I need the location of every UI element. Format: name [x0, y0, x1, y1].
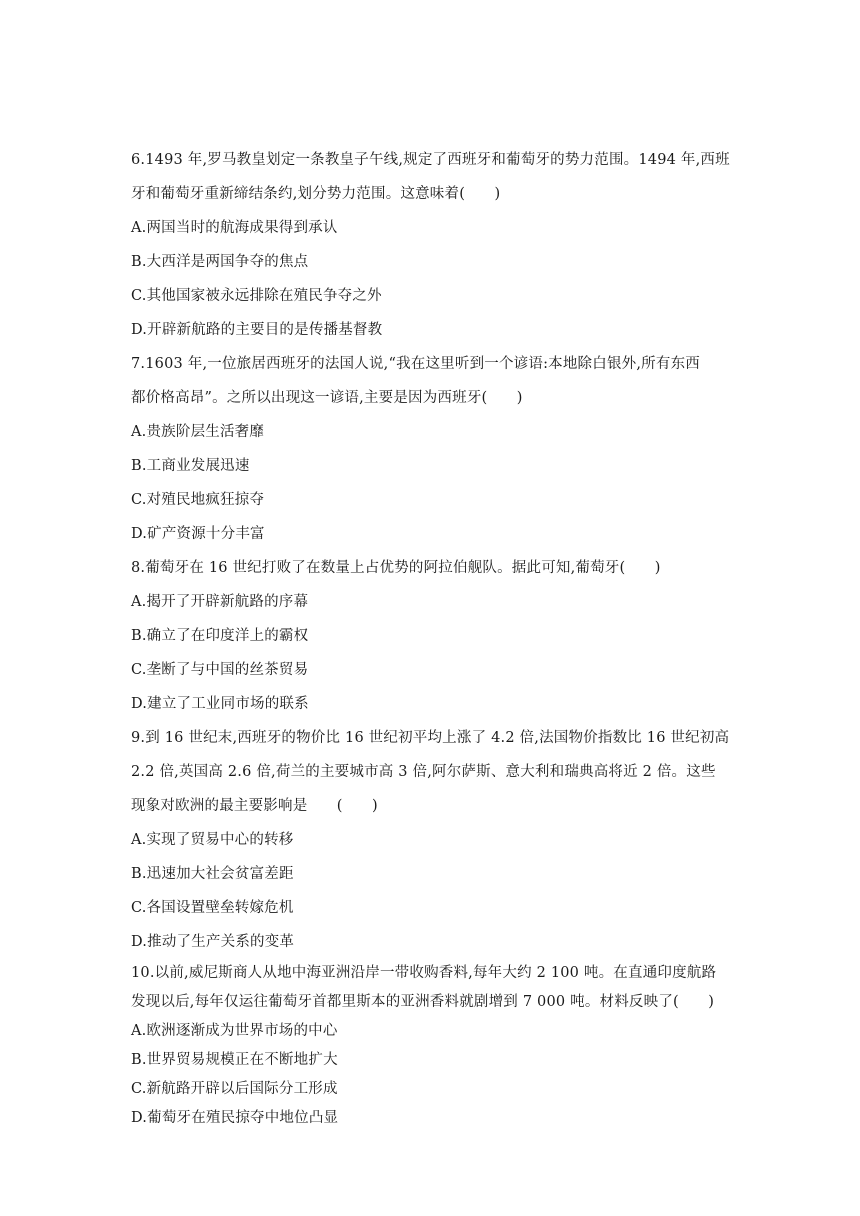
question-9 — [131, 721, 731, 959]
question-10-option-d: D.葡萄牙在殖民掠夺中地位凸显 — [131, 1110, 339, 1126]
question-8 — [131, 551, 731, 721]
question-9-option-b: B.迅速加大社会贫富差距 — [131, 866, 294, 882]
question-6-stem-line-1: 6.1493 年,罗马教皇划定一条教皇子午线,规定了西班牙和葡萄牙的势力范围。1494 年,西班 — [131, 152, 730, 168]
question-10 — [131, 959, 731, 1133]
question-6-option-d: D.开辟新航路的主要目的是传播基督教 — [131, 322, 383, 338]
question-7-option-d: D.矿产资源十分丰富 — [131, 526, 265, 542]
question-8-option-c: C.垄断了与中国的丝茶贸易 — [131, 662, 309, 678]
question-6-stem-line-2: 牙和葡萄牙重新缔结条约,划分势力范围。这意味着( ) — [131, 186, 501, 202]
question-6-option-a: A.两国当时的航海成果得到承认 — [131, 220, 338, 236]
question-9-stem-line-1: 9.到 16 世纪末,西班牙的物价比 16 世纪初平均上涨了 4.2 倍,法国物价指数比 16 世纪初高 — [131, 730, 730, 746]
question-10-option-b: B.世界贸易规模正在不断地扩大 — [131, 1052, 338, 1068]
question-7-stem-line-1: 7.1603 年,一位旅居西班牙的法国人说,“我在这里听到一个谚语:本地除白银外,所有东西 — [131, 356, 700, 372]
question-6-option-b: B.大西洋是两国争夺的焦点 — [131, 254, 309, 270]
question-9-option-d: D.推动了生产关系的变革 — [131, 934, 295, 950]
question-9-stem-line-2: 2.2 倍,英国高 2.6 倍,荷兰的主要城市高 3 倍,阿尔萨斯、意大利和瑞典高将近 2 倍。这些 — [131, 764, 716, 780]
question-6-option-c: C.其他国家被永远排除在殖民争夺之外 — [131, 288, 382, 304]
question-6 — [131, 143, 731, 347]
question-list — [131, 143, 731, 1133]
question-9-option-c: C.各国设置壁垒转嫁危机 — [131, 900, 294, 916]
question-8-option-a: A.揭开了开辟新航路的序幕 — [131, 594, 309, 610]
question-7 — [131, 347, 731, 551]
question-7-option-a: A.贵族阶层生活奢靡 — [131, 424, 265, 440]
question-8-stem-line-1: 8.葡萄牙在 16 世纪打败了在数量上占优势的阿拉伯舰队。据此可知,葡萄牙( ) — [131, 560, 661, 576]
question-8-option-b: B.确立了在印度洋上的霸权 — [131, 628, 309, 644]
question-8-option-d: D.建立了工业同市场的联系 — [131, 696, 309, 712]
question-7-option-c: C.对殖民地疯狂掠夺 — [131, 492, 265, 508]
question-10-option-a: A.欧洲逐渐成为世界市场的中心 — [131, 1023, 338, 1039]
question-7-stem-line-2: 都价格高昂”。之所以出现这一谚语,主要是因为西班牙( ) — [131, 390, 523, 406]
question-7-option-b: B.工商业发展迅速 — [131, 458, 250, 474]
question-9-option-a: A.实现了贸易中心的转移 — [131, 832, 294, 848]
question-10-option-c: C.新航路开辟以后国际分工形成 — [131, 1081, 338, 1097]
question-9-stem-line-3: 现象对欧洲的最主要影响是 ( ) — [131, 798, 378, 814]
question-10-stem-line-2: 发现以后,每年仅运往葡萄牙首都里斯本的亚洲香料就剧增到 7 000 吨。材料反映了( ) — [131, 994, 715, 1010]
question-10-stem-line-1: 10.以前,威尼斯商人从地中海亚洲沿岸一带收购香料,每年大约 2 100 吨。在直通印度航路 — [131, 965, 717, 981]
